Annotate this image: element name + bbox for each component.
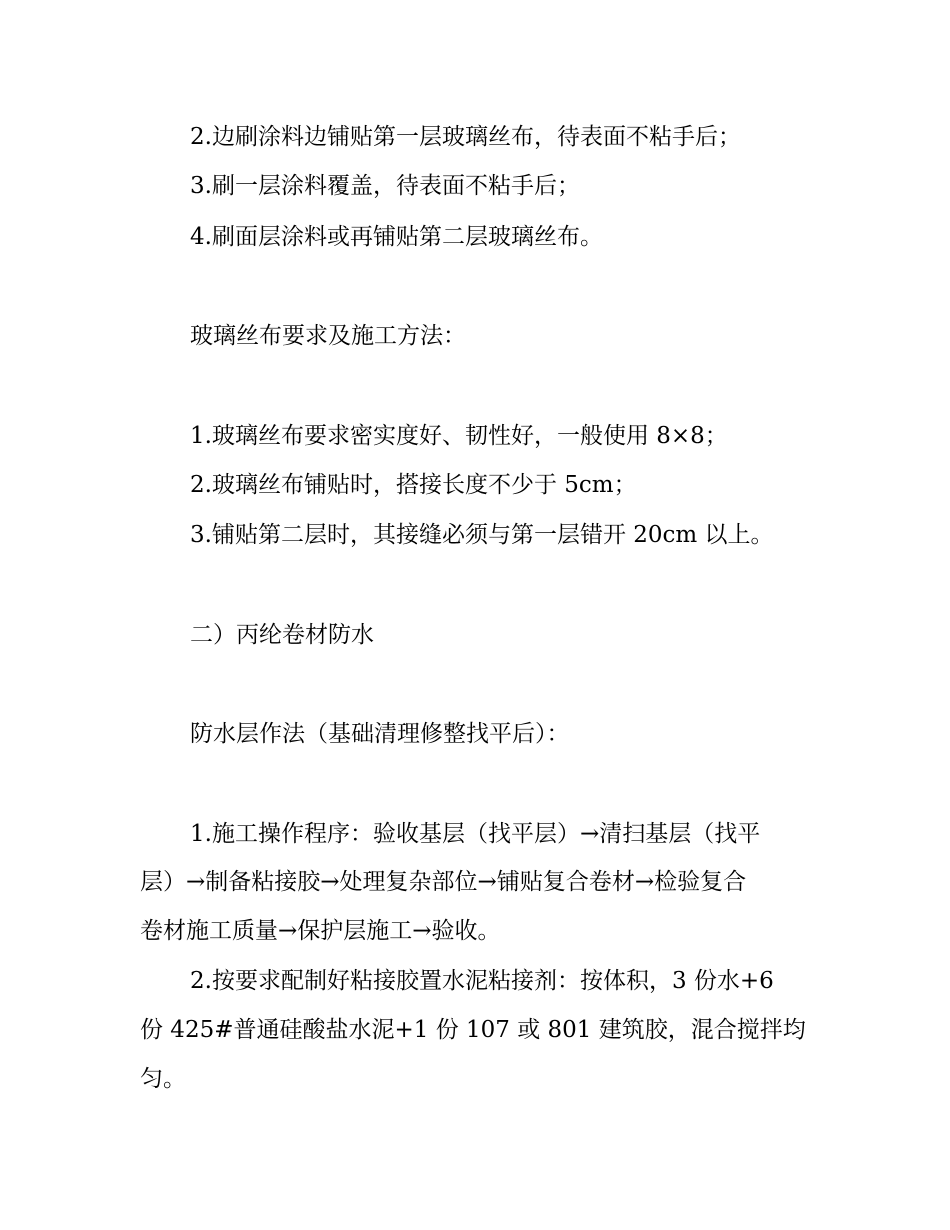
paragraph-adhesive-line-1: 2.按要求配制好粘接胶置水泥粘接剂：按体积，3 份水+6 bbox=[190, 968, 774, 994]
paragraph-glass-fiber-3: 3.铺贴第二层时，其接缝必须与第一层错开 20cm 以上。 bbox=[190, 522, 774, 548]
section-heading-polypropylene: 二）丙纶卷材防水 bbox=[190, 622, 374, 648]
paragraph-step-2: 2.边刷涂料边铺贴第一层玻璃丝布，待表面不粘手后； bbox=[190, 124, 741, 150]
section-heading-glass-fiber: 玻璃丝布要求及施工方法： bbox=[190, 323, 466, 349]
section-heading-waterproof-method: 防水层作法（基础清理修整找平后）： bbox=[190, 721, 570, 747]
paragraph-glass-fiber-1: 1.玻璃丝布要求密实度好、韧性好，一般使用 8×8； bbox=[190, 423, 728, 449]
paragraph-glass-fiber-2: 2.玻璃丝布铺贴时，搭接长度不少于 5cm； bbox=[190, 472, 637, 498]
paragraph-adhesive-line-2: 份 425#普通硅酸盐水泥+1 份 107 或 801 建筑胶，混合搅拌均 bbox=[140, 1017, 806, 1043]
paragraph-adhesive-line-3: 匀。 bbox=[140, 1066, 186, 1092]
paragraph-step-4: 4.刷面层涂料或再铺贴第二层玻璃丝布。 bbox=[190, 224, 603, 250]
paragraph-procedure-line-3: 卷材施工质量→保护层施工→验收。 bbox=[140, 918, 501, 944]
paragraph-procedure-line-2: 层）→制备粘接胶→处理复杂部位→铺贴复合卷材→检验复合 bbox=[140, 869, 747, 895]
paragraph-step-3: 3.刷一层涂料覆盖，待表面不粘手后； bbox=[190, 173, 580, 199]
paragraph-procedure-line-1: 1.施工操作程序：验收基层（找平层）→清扫基层（找平 bbox=[190, 821, 761, 847]
